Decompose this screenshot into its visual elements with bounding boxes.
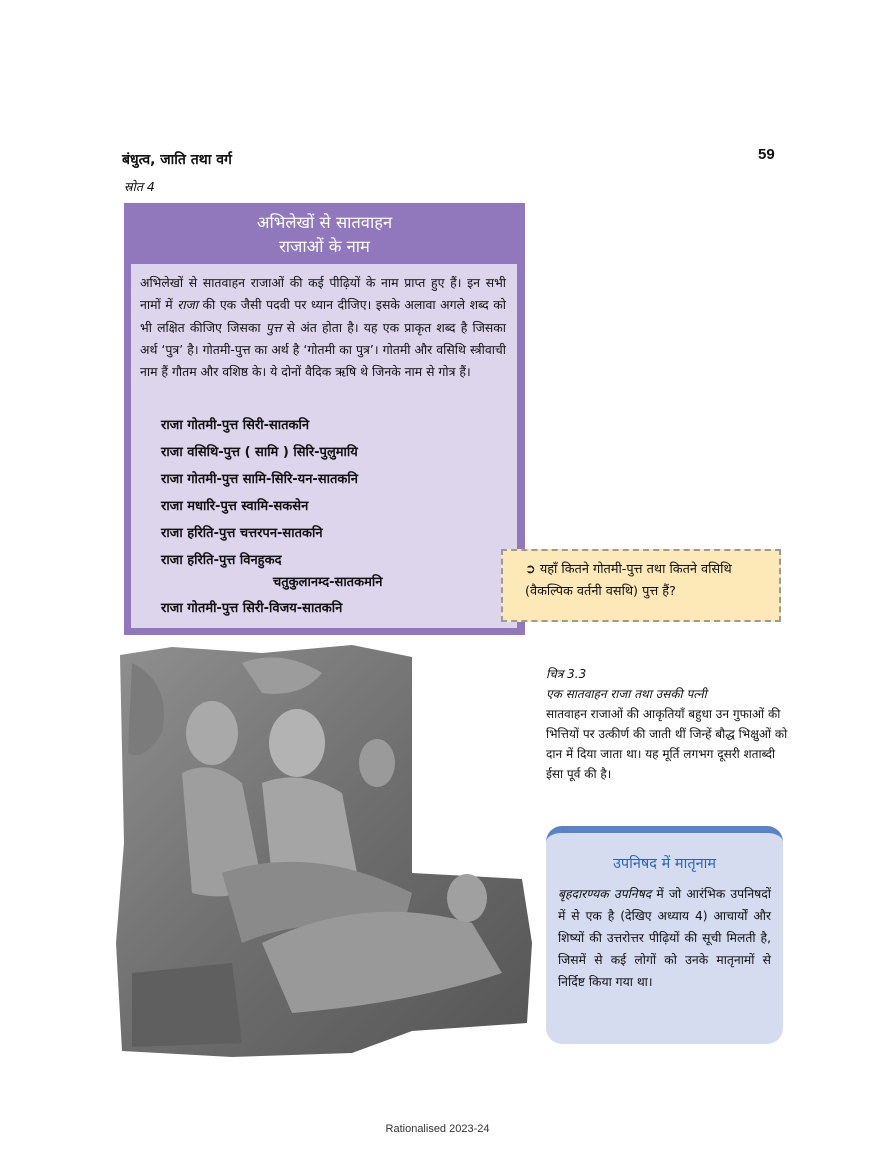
info-box — [546, 826, 783, 1044]
page-number: 59 — [758, 146, 775, 163]
source-box-body — [131, 264, 517, 628]
raja-name-line-1: राजा हरिति-पुत्त विनहुकद — [161, 553, 282, 568]
question-box — [501, 549, 781, 622]
sculpture-relief-image — [112, 643, 537, 1057]
question-body: यहाँ कितने गोतमी-पुत्त तथा कितने वसिथि (वैकल्पिक वर्तनी वसथि) पुत्त हैं? — [525, 562, 732, 599]
raja-name-item: राजा गोतमी-पुत्त सिरी-विजय-सातकनि — [161, 601, 343, 616]
intro-text-3: से अंत होता है। यह एक प्राकृत शब्द है जिसका अर्थ ‘पुत्र’ है। गोतमी-पुत्त का अर्थ है ‘गोतमी का पुत्र’। गोतमी और वसिथि स्त्रीवाची नाम हैं गौतम और वशिष्ठ के। ये दोनों वैदिक ऋषि थे जिनके नाम से गोत्र हैं। — [140, 319, 506, 380]
chapter-title: बंधुत्व, जाति तथा वर्ग — [122, 152, 232, 168]
raja-name-item: राजा वसिथि-पुत्त ( सामि ) सिरि-पुलुमायि — [161, 445, 358, 460]
raja-name-item: राजा मधारि-पुत्त स्वामि-सकसेन — [161, 499, 309, 514]
figure-number: चित्र 3.3 — [546, 667, 587, 681]
raja-name-list — [161, 415, 501, 625]
intro-text-1: अभिलेखों से सातवाहन राजाओं की कई पीढ़ियों के नाम प्राप्त हुए हैं। इन सभी नामों में — [140, 275, 506, 313]
raja-name-item: राजा गोतमी-पुत्त सामि-सिरि-यन-सातकनि — [161, 472, 358, 487]
intro-raja-italic: राजा — [177, 297, 198, 313]
info-box-title: उपनिषद में मातृनाम — [612, 856, 717, 872]
footer-text: Rationalised 2023-24 — [385, 1123, 490, 1135]
figure-title: एक सातवाहन राजा तथा उसकी पत्नी — [546, 687, 707, 701]
question-text — [525, 559, 775, 603]
info-text-italic: बृहदारण्यक उपनिषद — [558, 887, 652, 901]
source-box-title — [124, 211, 525, 259]
intro-text-2: की एक जैसी पदवी पर ध्यान दीजिए। इसके अलावा अगले शब्द को भी लक्षित कीजिए जिसका — [140, 297, 506, 335]
arrow-icon: ➲ — [525, 562, 536, 577]
source-label: स्रोत 4 — [124, 179, 155, 194]
raja-name-item: राजा गोतमी-पुत्त सिरी-सातकनि — [161, 418, 310, 433]
info-box-text — [558, 883, 771, 993]
info-text-rest: में जो आरंभिक उपनिषदों में से एक है (देखिए अध्याय 4) आचार्यों और शिष्यों की उत्तरोत्तर पीढ़ियों की सूची मिलती है, जिसमें से कई लोगों को उनके मातृनामों से निर्दिष्ट किया गया था। — [558, 887, 771, 989]
raja-name-line-2: चतुकुलानम्द-सातकमनि — [273, 575, 383, 590]
raja-name-item: राजा हरिति-पुत्त चत्तरपन-सातकनि — [161, 526, 323, 541]
figure-description: सातवाहन राजाओं की आकृतियाँ बहुधा उन गुफाओं की भित्तियों पर उत्कीर्ण की जाती थीं जिन्हें बौद्ध भिक्षुओं को दान में दिया जाता था। यह मूर्ति लगभग दूसरी शताब्दी ईसा पूर्व की है। — [546, 707, 788, 781]
source-intro-paragraph — [140, 272, 506, 383]
source-box — [124, 203, 525, 635]
figure-caption — [546, 664, 791, 784]
intro-putta-italic: पुत्त — [265, 319, 282, 335]
source-title-line-1: अभिलेखों से सातवाहन — [256, 213, 393, 232]
raja-name-item — [161, 550, 501, 598]
source-title-line-2: राजाओं के नाम — [279, 237, 370, 256]
